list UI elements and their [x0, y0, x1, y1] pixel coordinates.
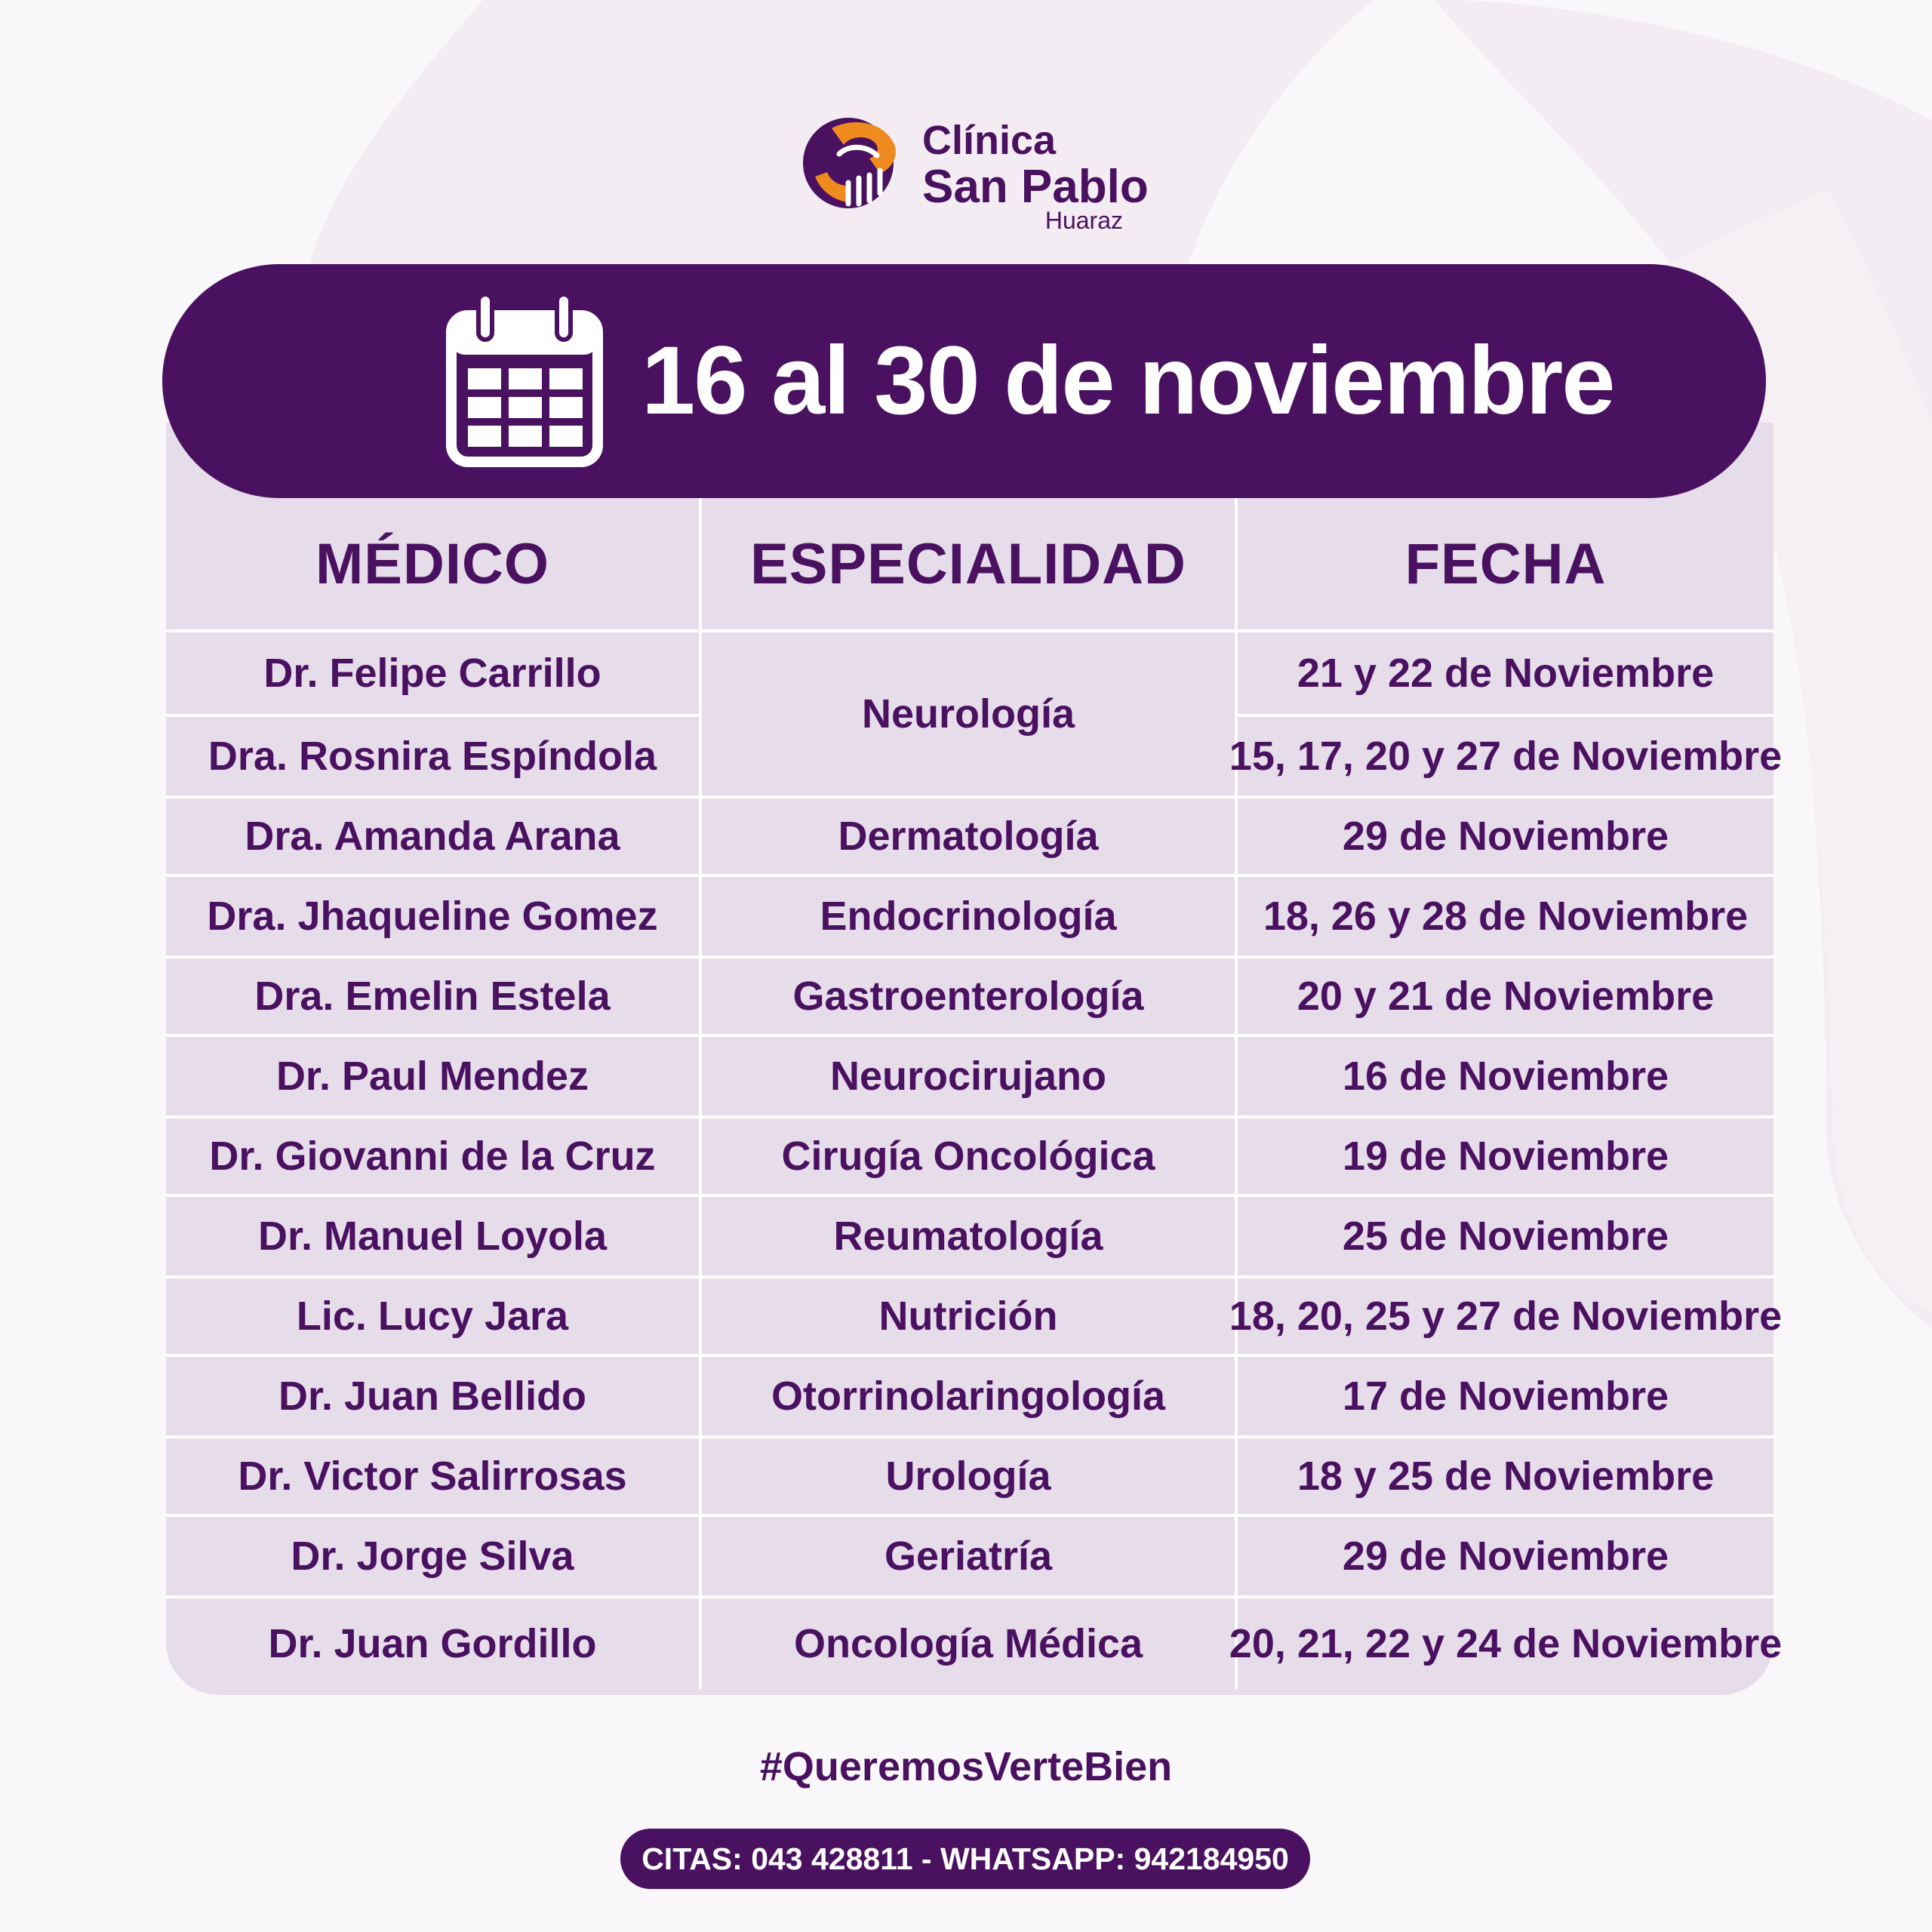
appointment-dates: 15, 17, 20 y 27 de Noviembre: [1238, 717, 1774, 798]
appointment-dates: 21 y 22 de Noviembre: [1238, 632, 1774, 717]
banner-title: 16 al 30 de noviembre: [641, 327, 1614, 435]
appointment-dates: 19 de Noviembre: [1238, 1118, 1774, 1197]
appointment-dates: 29 de Noviembre: [1238, 798, 1774, 877]
specialty: Reumatología: [702, 1197, 1238, 1278]
doctor-name: Lic. Lucy Jara: [166, 1278, 702, 1357]
logo-wordmark: [922, 118, 1149, 211]
specialty: Cirugía Oncológica: [702, 1118, 1238, 1197]
logo-line1: Clínica: [922, 118, 1057, 163]
appointment-dates: 18, 20, 25 y 27 de Noviembre: [1238, 1278, 1774, 1357]
schedule-table: [166, 498, 1783, 1689]
specialty: Neurología: [702, 632, 1238, 798]
appointment-dates: 20 y 21 de Noviembre: [1238, 958, 1774, 1037]
specialty: Oncología Médica: [702, 1598, 1238, 1689]
doctor-name: Dr. Manuel Loyola: [166, 1197, 702, 1278]
specialty: Dermatología: [702, 798, 1238, 877]
specialty: Neurocirujano: [702, 1037, 1238, 1118]
calendar-icon: [445, 293, 604, 468]
doctor-name: Dra. Amanda Arana: [166, 798, 702, 877]
appointment-dates: 18 y 25 de Noviembre: [1238, 1438, 1774, 1517]
doctor-name: Dr. Felipe Carrillo: [166, 632, 702, 717]
doctor-name: Dr. Juan Bellido: [166, 1357, 702, 1438]
header-medico: MÉDICO: [166, 498, 702, 632]
doctor-name: Dr. Jorge Silva: [166, 1517, 702, 1598]
hashtag-text: #QueremosVerteBien: [759, 1744, 1173, 1789]
doctor-name: Dr. Victor Salirrosas: [166, 1438, 702, 1517]
appointment-dates: 25 de Noviembre: [1238, 1197, 1774, 1278]
clinic-logo: [801, 113, 1164, 234]
header-fecha: FECHA: [1238, 498, 1774, 632]
specialty: Endocrinología: [702, 877, 1238, 958]
date-range-banner: [162, 264, 1766, 498]
specialty: Geriatría: [702, 1517, 1238, 1598]
doctor-name: Dra. Emelin Estela: [166, 958, 702, 1037]
appointment-dates: 20, 21, 22 y 24 de Noviembre: [1229, 1621, 1783, 1666]
doctor-name: Dra. Rosnira Espíndola: [166, 717, 702, 798]
appointment-dates: 29 de Noviembre: [1238, 1517, 1774, 1598]
contact-pill: CITAS: 043 428811 - WHATSAPP: 942184950: [620, 1829, 1310, 1889]
logo-line2: San Pablo: [922, 161, 1149, 213]
hands-heart-icon: [801, 113, 901, 211]
appointment-dates: 16 de Noviembre: [1238, 1037, 1774, 1118]
logo-location: Huaraz: [1044, 207, 1123, 234]
appointment-dates: 18, 26 y 28 de Noviembre: [1238, 877, 1774, 958]
specialty: Urología: [702, 1438, 1238, 1517]
specialty: Nutrición: [702, 1278, 1238, 1357]
appointment-dates: 17 de Noviembre: [1238, 1357, 1774, 1438]
doctor-name: Dr. Giovanni de la Cruz: [166, 1118, 702, 1197]
doctor-name: Dr. Juan Gordillo: [166, 1598, 702, 1689]
doctor-name: Dr. Paul Mendez: [166, 1037, 702, 1118]
doctor-name: Dra. Jhaqueline Gomez: [166, 877, 702, 958]
specialty: Gastroenterología: [702, 958, 1238, 1037]
header-especialidad: ESPECIALIDAD: [702, 498, 1238, 632]
specialty: Otorrinolaringología: [702, 1357, 1238, 1438]
